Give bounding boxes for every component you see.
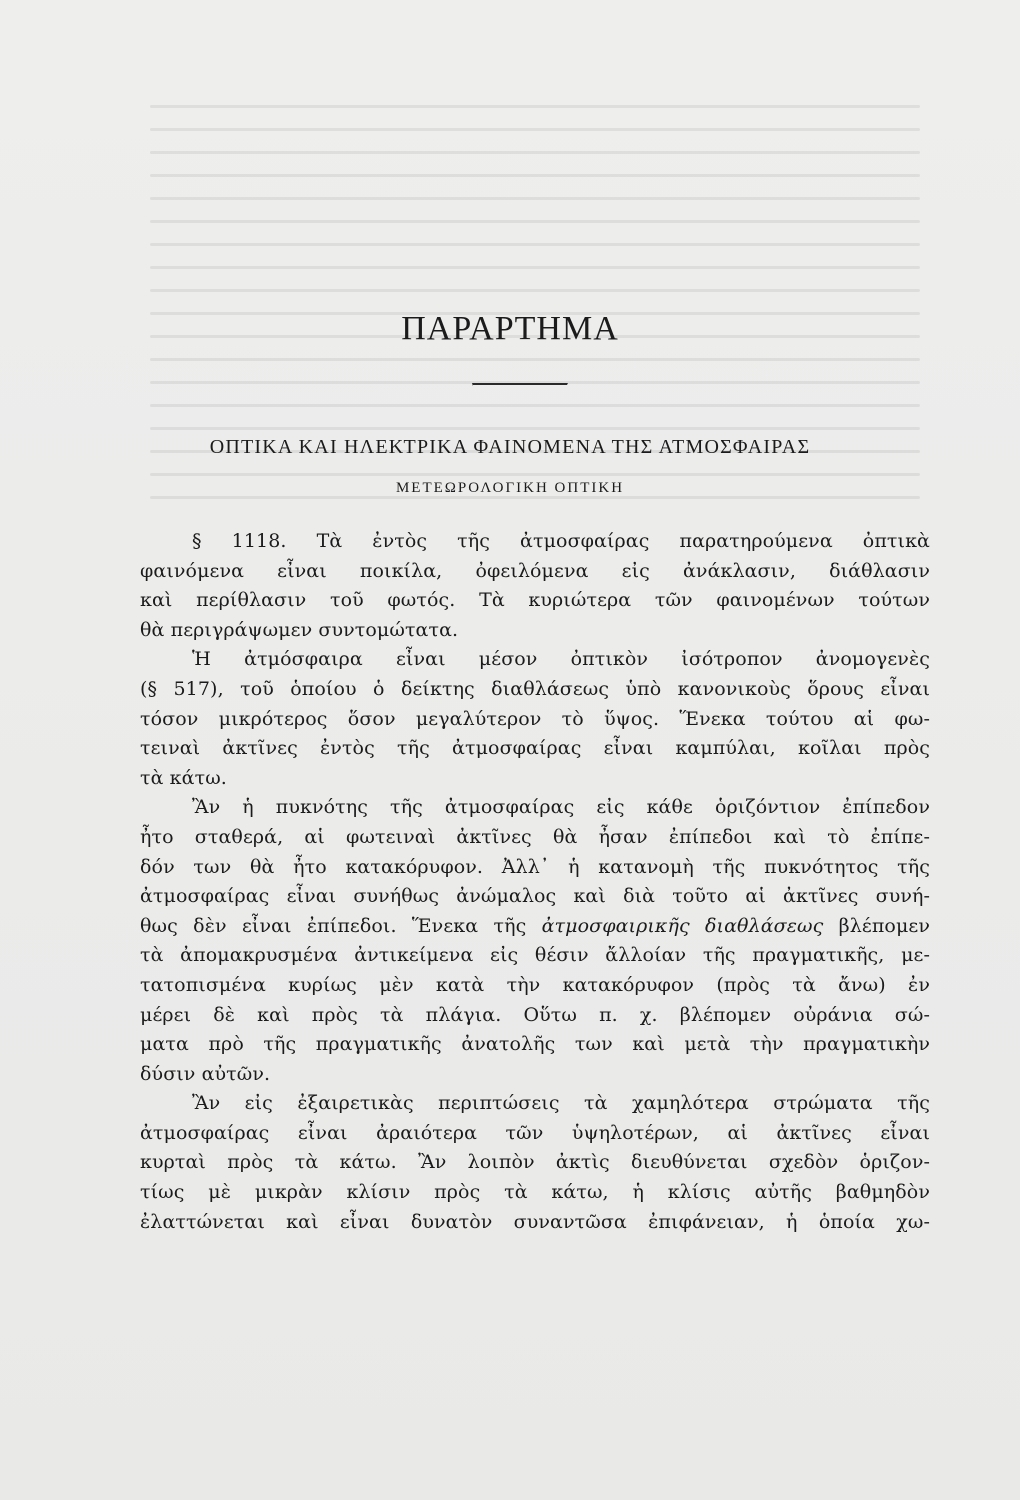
paragraph-line: § 1118. Τὰ ἐντὸς τῆς ἀτμοσφαίρας παρατηρούμενα ὀπτικὰ — [192, 530, 930, 552]
paragraph-line: ἐλαττώνεται καὶ εἶναι δυνατὸν συναντῶσα ἐπιφάνειαν, ἡ ὁποία χω- — [140, 1210, 930, 1233]
paragraph-line: ματα πρὸ τῆς πραγματικῆς ἀνατολῆς των καὶ μετὰ τὴν πραγματικὴν — [140, 1033, 930, 1056]
paragraph-line: (§ 517), τοῦ ὁποίου ὁ δείκτης διαθλάσεως ὑπὸ κανονικοὺς ὅρους εἶναι — [140, 677, 930, 700]
paragraph-line: τόσον μικρότερος ὅσον μεγαλύτερον τὸ ὕψος. Ἕνεκα τούτου αἱ φω- — [140, 707, 930, 730]
paragraph-line: καὶ περίθλασιν τοῦ φωτός. Τὰ κυριώτερα τῶν φαινομένων τούτων — [140, 589, 930, 612]
body-text — [140, 527, 930, 1237]
paragraph-line-with-emphasis — [140, 912, 930, 942]
paragraph-line: τειναὶ ἀκτῖνες ἐντὸς τῆς ἀτμοσφαίρας εἶναι καμπύλαι, κοῖλαι πρὸς — [140, 737, 930, 760]
paragraph-line: τὰ ἀπομακρυσμένα ἀντικείμενα εἰς θέσιν ἄλλοίαν τῆς πραγματικῆς, με- — [140, 944, 930, 967]
line-text: βλέπομεν — [823, 914, 930, 937]
line-text: θως δὲν εἶναι ἐπίπεδοι. Ἕνεκα τῆς — [140, 914, 542, 937]
paragraph-line: δόν των θὰ ἦτο κατακόρυφον. Ἀλλ᾽ ἡ κατανομὴ τῆς πυκνότητος τῆς — [140, 855, 930, 878]
paragraph-line: τατοπισμένα κυρίως μὲν κατὰ τὴν κατακόρυφον (πρὸς τὰ ἄνω) ἐν — [140, 973, 930, 996]
paragraph-line: Ἂν ἡ πυκνότης τῆς ἀτμοσφαίρας εἰς κάθε ὁριζόντιον ἐπίπεδον — [192, 796, 930, 819]
paragraph-line: τὰ κάτω. — [140, 766, 227, 789]
appendix-title: ΠΑΡΑΡΤΗΜΑ — [401, 310, 619, 347]
paragraph-line: Ἂν εἰς ἐξαιρετικὰς περιπτώσεις τὰ χαμηλότερα στρώματα τῆς — [192, 1092, 930, 1115]
title-divider — [472, 383, 568, 386]
paragraph-line: ἦτο σταθερά, αἱ φωτειναὶ ἀκτῖνες θὰ ἦσαν ἐπίπεδοι καὶ τὸ ἐπίπε- — [140, 825, 930, 848]
paragraph-line: ἀτμοσφαίρας εἶναι συνήθως ἀνώμαλος καὶ διὰ τοῦτο αἱ ἀκτῖνες συνή- — [140, 885, 930, 908]
section-heading: ΟΠΤΙΚΑ ΚΑΙ ΗΛΕΚΤΡΙΚΑ ΦΑΙΝΟΜΕΝΑ ΤΗΣ ΑΤΜΟΣΦΑΙΡΑΣ — [209, 436, 811, 458]
emphasized-term: ἀτμοσφαιρικῆς διαθλάσεως — [541, 914, 824, 937]
subsection-heading: ΜΕΤΕΩΡΟΛΟΓΙΚΗ ΟΠΤΙΚΗ — [395, 480, 625, 496]
paragraph-line: μέρει δὲ καὶ πρὸς τὰ πλάγια. Οὕτω π. χ. βλέπομεν οὐράνια σώ- — [140, 1003, 930, 1026]
paragraph-line: Ἡ ἀτμόσφαιρα εἶναι μέσον ὀπτικὸν ἰσότροπον ἀνομογενὲς — [192, 648, 930, 671]
paragraph-line: δύσιν αὐτῶν. — [140, 1062, 271, 1085]
paragraph-line: ἀτμοσφαίρας εἶναι ἀραιότερα τῶν ὑψηλοτέρων, αἱ ἀκτῖνες εἶναι — [140, 1121, 930, 1144]
paragraph-line: φαινόμενα εἶναι ποικίλα, ὀφειλόμενα εἰς ἀνάκλασιν, διάθλασιν — [140, 559, 930, 582]
paragraph-line: τίως μὲ μικρὰν κλίσιν πρὸς τὰ κάτω, ἡ κλίσις αὐτῆς βαθμηδὸν — [140, 1181, 930, 1204]
paragraph-line: κυρταὶ πρὸς τὰ κάτω. Ἂν λοιπὸν ἀκτὶς διευθύνεται σχεδὸν ὁριζον- — [140, 1151, 930, 1174]
paragraph-line: θὰ περιγράψωμεν συντομώτατα. — [140, 618, 459, 641]
